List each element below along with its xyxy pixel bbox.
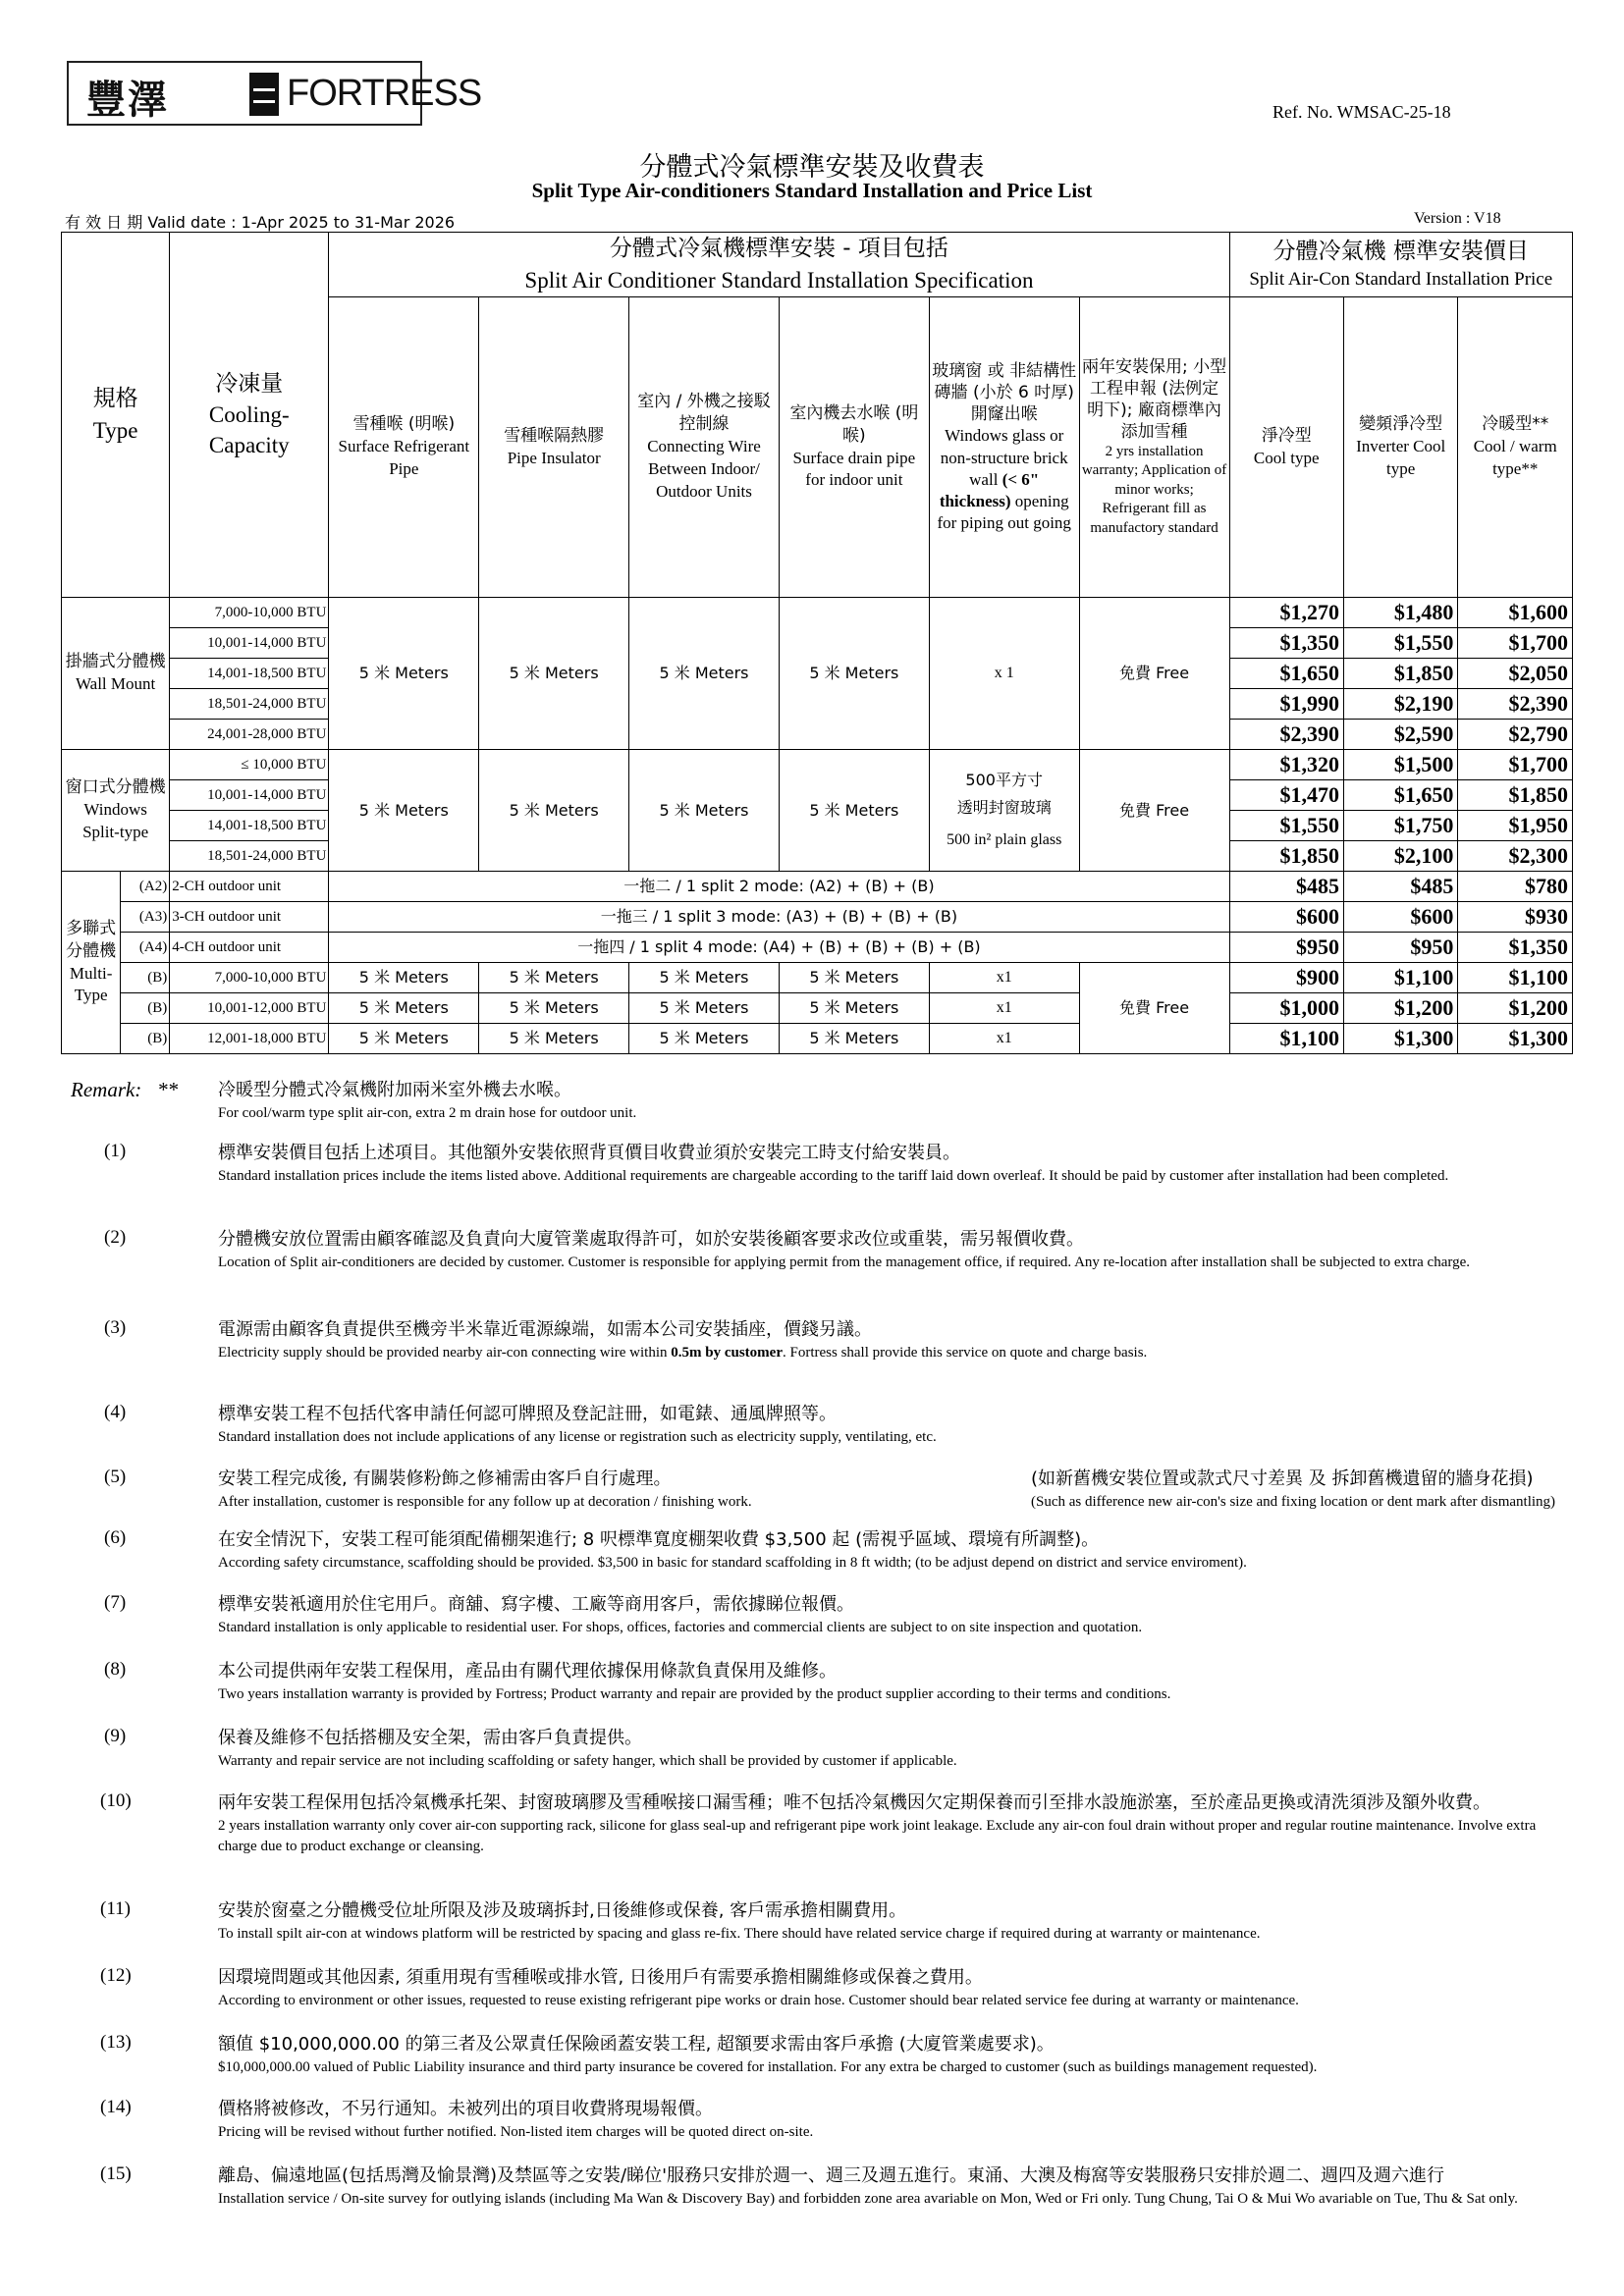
warranty-header: 兩年安裝保用; 小型工程申報 (法例定明下); 廠商標準內添加雪種 2 yrs installation warranty; Application of minor works; Refrigerant fill as manufactory standard [1079, 297, 1229, 598]
cool-header: 淨冷型 Cool type [1229, 297, 1343, 598]
table-row: 10,001-14,000 BTU $1,350 $1,550 $1,700 [62, 628, 1573, 659]
price-group-header: 分體冷氣機 標準安裝價目 Split Air-Con Standard Installation Price [1229, 233, 1573, 297]
table-row: (A3) 3-CH outdoor unit 一拖三 / 1 split 3 mode: (A3) + (B) + (B) + (B) $600 $600 $930 [62, 902, 1573, 933]
remark-label: Remark: [71, 1078, 142, 1101]
inverter-header: 變頻淨冷型 Inverter Cool type [1343, 297, 1457, 598]
version: Version : V18 [1414, 210, 1501, 227]
drain-header: 室內機去水喉 (明喉) Surface drain pipe for indoor unit [779, 297, 929, 598]
table-row: (A4) 4-CH outdoor unit 一拖四 / 1 split 4 mode: (A4) + (B) + (B) + (B) + (B) $950 $950 $1,350 [62, 933, 1573, 963]
wire-header: 室內 / 外機之接駁控制線 Connecting Wire Between Indoor/ Outdoor Units [629, 297, 780, 598]
multi-type: 多聯式 分體機 Multi-Type [62, 872, 121, 1054]
cooling-header: 冷凍量 Cooling-Capacity [170, 233, 329, 598]
table-row: 14,001-18,500 BTU $1,650 $1,850 $2,050 [62, 659, 1573, 689]
ref-number: Ref. No. WMSAC-25-18 [1272, 102, 1451, 122]
wall-mount-type: 掛牆式分體機 Wall Mount [62, 598, 170, 750]
price-table [61, 232, 1573, 1054]
type-header: 規格 Type [62, 233, 170, 598]
valid-date: 有 效 日 期 Valid date : 1-Apr 2025 to 31-Mar 2026 [65, 213, 456, 232]
table-row: 18,501-24,000 BTU $1,990 $2,190 $2,390 [62, 689, 1573, 720]
insulator-header: 雪種喉隔熱膠 Pipe Insulator [479, 297, 629, 598]
table-row: 24,001-28,000 BTU $2,390 $2,590 $2,790 [62, 720, 1573, 750]
spec-group-header: 分體式冷氣機標準安裝 - 項目包括 Split Air Conditioner Standard Installation Specification [329, 233, 1229, 297]
table-row: (B) 7,000-10,000 BTU 5 米 Meters 5 米 Meters 5 米 Meters 5 米 Meters x1 免費 Free $900 $1,100 $1,100 [62, 963, 1573, 993]
warm-header: 冷暖型** Cool / warm type** [1458, 297, 1573, 598]
window-header: 玻璃窗 或 非結構性磚牆 (小於 6 吋厚) 開窿出喉 Windows glass or non-structure brick wall (< 6" thickness) opening for piping out going [929, 297, 1079, 598]
logo-english: FORTRESS [287, 73, 482, 114]
table-row: 14,001-18,500 BTU $1,550 $1,750 $1,950 [62, 811, 1573, 841]
table-row: 10,001-14,000 BTU $1,470 $1,650 $1,850 [62, 780, 1573, 811]
table-row: 18,501-24,000 BTU $1,850 $2,100 $2,300 [62, 841, 1573, 872]
table-row: 窗口式分體機 Windows Split-type ≤ 10,000 BTU 5 米 Meters 5 米 Meters 5 米 Meters 5 米 Meters 500平方寸 透明封窗玻璃 500 in² plain glass 免費 Free $1,320 $1,500 $1,700 [62, 750, 1573, 780]
table-row: (B) 10,001-12,000 BTU 5 米 Meters 5 米 Meters 5 米 Meters 5 米 Meters x1 $1,000 $1,200 $1,200 [62, 993, 1573, 1024]
window-split-type: 窗口式分體機 Windows Split-type [62, 750, 170, 872]
table-row: (B) 12,001-18,000 BTU 5 米 Meters 5 米 Meters 5 米 Meters 5 米 Meters x1 $1,100 $1,300 $1,300 [62, 1024, 1573, 1054]
title-english: Split Type Air-conditioners Standard Installation and Price List [531, 179, 1093, 202]
tower-icon [249, 73, 279, 116]
table-row: 多聯式 分體機 Multi-Type (A2) 2-CH outdoor unit 一拖二 / 1 split 2 mode: (A2) + (B) + (B) $485 $485 $780 [62, 872, 1573, 902]
pipe-header: 雪種喉 (明喉) Surface Refrigerant Pipe [329, 297, 479, 598]
table-row: 掛牆式分體機 Wall Mount 7,000-10,000 BTU 5 米 Meters 5 米 Meters 5 米 Meters 5 米 Meters x 1 免費 Free $1,270 $1,480 $1,600 [62, 598, 1573, 628]
title-chinese: 分體式冷氣標準安裝及收費表 [639, 152, 985, 183]
logo-chinese: 豐澤 [86, 78, 169, 123]
fortress-logo [67, 61, 482, 126]
